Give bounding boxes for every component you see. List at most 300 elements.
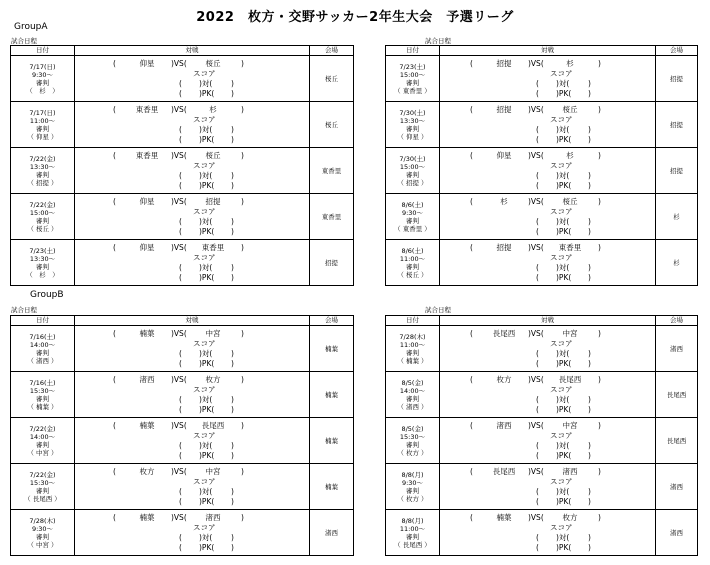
team-b: 枚方 xyxy=(562,512,578,522)
match-row xyxy=(386,148,698,194)
referee-label: 審判 xyxy=(406,78,419,87)
taisen-label: )対( xyxy=(199,262,213,272)
score-line xyxy=(75,115,309,125)
match-date: 8/5(金) xyxy=(401,424,424,433)
matchup-line xyxy=(440,421,655,431)
referee-label: 審判 xyxy=(406,124,419,133)
close-paren: ) xyxy=(231,78,234,88)
taisen-line xyxy=(75,395,309,405)
pk-line xyxy=(75,273,309,283)
referee-label: 審判 xyxy=(406,262,419,271)
match-row xyxy=(11,418,354,464)
close-paren: ) xyxy=(598,58,601,68)
referee-label: 審判 xyxy=(36,532,49,541)
team-a: 渚西 xyxy=(139,374,155,384)
score-line xyxy=(75,161,309,171)
open-paren: ( xyxy=(113,328,116,338)
schedule-table-a2 xyxy=(385,45,698,286)
pk-line xyxy=(440,497,655,507)
match-date: 8/8(月) xyxy=(401,516,424,525)
taisen-line xyxy=(75,263,309,273)
close-paren: ) xyxy=(588,358,591,368)
match-cell xyxy=(440,56,656,102)
match-row xyxy=(386,240,698,286)
open-paren: ( xyxy=(113,374,116,384)
team-a: 仰星 xyxy=(139,58,155,68)
schedule-caption-a1: 試合日程 xyxy=(11,37,37,45)
match-date-cell xyxy=(11,464,75,510)
score-label: スコア xyxy=(193,384,216,394)
score-line xyxy=(75,339,309,349)
open-paren: ( xyxy=(536,262,539,272)
score-line xyxy=(440,115,655,125)
close-paren: ) xyxy=(588,134,591,144)
score-label: スコア xyxy=(550,160,573,170)
open-paren: ( xyxy=(536,88,539,98)
pk-line xyxy=(440,89,655,99)
match-venue: 楠葉 xyxy=(310,326,354,372)
match-date-cell xyxy=(11,194,75,240)
team-b: 渚西 xyxy=(205,512,221,522)
vs-label: )VS( xyxy=(171,374,187,384)
match-date: 7/16(土) xyxy=(29,378,56,387)
close-paren: ) xyxy=(588,450,591,460)
pk-label: )PK( xyxy=(199,88,215,98)
taisen-line xyxy=(440,349,655,359)
open-paren: ( xyxy=(470,58,473,68)
open-paren: ( xyxy=(179,226,182,236)
header-row xyxy=(11,316,354,326)
close-paren: ) xyxy=(241,374,244,384)
match-row xyxy=(11,464,354,510)
pk-line xyxy=(440,451,655,461)
matchup-line xyxy=(75,375,309,385)
score-line xyxy=(75,69,309,79)
team-b: 杉 xyxy=(566,58,574,68)
open-paren: ( xyxy=(113,466,116,476)
match-venue: 東香里 xyxy=(310,194,354,240)
close-paren: ) xyxy=(241,328,244,338)
team-a: 東香里 xyxy=(135,104,159,114)
open-paren: ( xyxy=(536,542,539,552)
open-paren: ( xyxy=(179,450,182,460)
close-paren: ) xyxy=(241,466,244,476)
taisen-line xyxy=(75,487,309,497)
taisen-line xyxy=(440,125,655,135)
match-row xyxy=(11,372,354,418)
date-header: 日付 xyxy=(11,46,75,56)
open-paren: ( xyxy=(179,88,182,98)
match-cell xyxy=(440,102,656,148)
pk-label: )PK( xyxy=(556,404,572,414)
pk-line xyxy=(440,181,655,191)
open-paren: ( xyxy=(536,180,539,190)
taisen-line xyxy=(440,171,655,181)
match-time: 9:30～ xyxy=(31,70,54,79)
close-paren: ) xyxy=(241,104,244,114)
close-paren: ) xyxy=(588,404,591,414)
date-header: 日付 xyxy=(386,46,440,56)
match-time: 14:00～ xyxy=(29,340,56,349)
match-row xyxy=(386,194,698,240)
open-paren: ( xyxy=(179,542,182,552)
pk-line xyxy=(75,89,309,99)
referee-team: （ 招提 ） xyxy=(397,178,428,187)
match-venue: 杉 xyxy=(656,194,698,240)
match-time: 13:30～ xyxy=(399,116,426,125)
team-a: 仰星 xyxy=(496,150,512,160)
close-paren: ) xyxy=(588,348,591,358)
team-a: 枚方 xyxy=(496,374,512,384)
match-row xyxy=(386,418,698,464)
open-paren: ( xyxy=(536,440,539,450)
score-label: スコア xyxy=(550,522,573,532)
referee-team: （ 枚方 ） xyxy=(397,448,428,457)
team-a: 長尾西 xyxy=(492,328,516,338)
close-paren: ) xyxy=(588,496,591,506)
close-paren: ) xyxy=(588,394,591,404)
match-cell xyxy=(75,148,310,194)
open-paren: ( xyxy=(179,394,182,404)
taisen-label: )対( xyxy=(199,216,213,226)
header-row xyxy=(386,46,698,56)
open-paren: ( xyxy=(113,512,116,522)
referee-label: 審判 xyxy=(36,348,49,357)
match-row xyxy=(386,464,698,510)
pk-label: )PK( xyxy=(199,450,215,460)
open-paren: ( xyxy=(470,104,473,114)
team-a: 楠葉 xyxy=(496,512,512,522)
close-paren: ) xyxy=(241,242,244,252)
referee-team: （ 仰星 ） xyxy=(27,132,58,141)
match-venue: 楠葉 xyxy=(310,464,354,510)
open-paren: ( xyxy=(536,450,539,460)
matchup-line xyxy=(440,375,655,385)
match-time: 15:30～ xyxy=(29,478,56,487)
close-paren: ) xyxy=(598,420,601,430)
close-paren: ) xyxy=(231,262,234,272)
pk-line xyxy=(440,273,655,283)
match-row xyxy=(11,148,354,194)
taisen-label: )対( xyxy=(199,440,213,450)
pk-line xyxy=(75,181,309,191)
pk-line xyxy=(75,135,309,145)
match-cell xyxy=(75,194,310,240)
close-paren: ) xyxy=(231,440,234,450)
matchup-line xyxy=(75,105,309,115)
match-cell xyxy=(440,372,656,418)
close-paren: ) xyxy=(231,216,234,226)
close-paren: ) xyxy=(231,180,234,190)
team-a: 杉 xyxy=(500,196,508,206)
match-time: 11:00～ xyxy=(29,116,56,125)
score-label: スコア xyxy=(193,476,216,486)
score-line xyxy=(440,161,655,171)
venue-header: 会場 xyxy=(310,46,354,56)
close-paren: ) xyxy=(241,150,244,160)
open-paren: ( xyxy=(536,170,539,180)
vs-label: )VS( xyxy=(171,58,187,68)
taisen-label: )対( xyxy=(199,486,213,496)
match-date-cell xyxy=(386,464,440,510)
taisen-label: )対( xyxy=(556,216,570,226)
score-label: スコア xyxy=(550,338,573,348)
match-time: 14:00～ xyxy=(399,386,426,395)
match-date: 7/22(金) xyxy=(29,200,56,209)
vs-label: )VS( xyxy=(528,512,544,522)
close-paren: ) xyxy=(598,104,601,114)
team-a: 枚方 xyxy=(139,466,155,476)
match-venue: 招提 xyxy=(656,148,698,194)
match-venue: 渚西 xyxy=(656,326,698,372)
open-paren: ( xyxy=(536,124,539,134)
matchup-line xyxy=(440,513,655,523)
score-line xyxy=(75,385,309,395)
open-paren: ( xyxy=(536,272,539,282)
open-paren: ( xyxy=(470,196,473,206)
team-b: 長尾西 xyxy=(201,420,225,430)
match-date-cell xyxy=(386,148,440,194)
open-paren: ( xyxy=(179,486,182,496)
venue-header: 会場 xyxy=(656,316,698,326)
open-paren: ( xyxy=(113,420,116,430)
pk-label: )PK( xyxy=(556,358,572,368)
close-paren: ) xyxy=(231,450,234,460)
close-paren: ) xyxy=(588,170,591,180)
score-line xyxy=(75,431,309,441)
match-venue: 渚西 xyxy=(656,510,698,556)
score-line xyxy=(440,385,655,395)
close-paren: ) xyxy=(231,358,234,368)
referee-team: （ 楠葉 ） xyxy=(27,402,58,411)
referee-label: 審判 xyxy=(36,262,49,271)
open-paren: ( xyxy=(179,262,182,272)
close-paren: ) xyxy=(231,486,234,496)
team-b: 桜丘 xyxy=(205,58,221,68)
taisen-label: )対( xyxy=(556,532,570,542)
open-paren: ( xyxy=(179,78,182,88)
match-venue: 長尾西 xyxy=(656,372,698,418)
vs-label: )VS( xyxy=(528,58,544,68)
matchup-line xyxy=(75,243,309,253)
match-date: 7/23(土) xyxy=(399,62,426,71)
close-paren: ) xyxy=(588,532,591,542)
match-date: 7/23(土) xyxy=(29,246,56,255)
open-paren: ( xyxy=(113,58,116,68)
referee-team: （ 招提 ） xyxy=(27,178,58,187)
referee-team: （ 長尾西 ） xyxy=(394,540,431,549)
match-date-cell xyxy=(386,372,440,418)
match-date-cell xyxy=(11,240,75,286)
open-paren: ( xyxy=(470,420,473,430)
match-date: 8/6(土) xyxy=(401,246,424,255)
close-paren: ) xyxy=(598,242,601,252)
venue-header: 会場 xyxy=(310,316,354,326)
score-label: スコア xyxy=(550,206,573,216)
match-row xyxy=(11,510,354,556)
score-label: スコア xyxy=(193,430,216,440)
close-paren: ) xyxy=(588,216,591,226)
taisen-label: )対( xyxy=(556,124,570,134)
taisen-line xyxy=(75,533,309,543)
match-date-cell xyxy=(386,326,440,372)
vs-label: )VS( xyxy=(171,196,187,206)
open-paren: ( xyxy=(470,512,473,522)
pk-label: )PK( xyxy=(199,272,215,282)
vs-label: )VS( xyxy=(171,328,187,338)
open-paren: ( xyxy=(113,242,116,252)
match-cell xyxy=(75,56,310,102)
match-row xyxy=(386,102,698,148)
open-paren: ( xyxy=(536,496,539,506)
team-b: 招提 xyxy=(205,196,221,206)
team-b: 渚西 xyxy=(562,466,578,476)
score-line xyxy=(440,69,655,79)
pk-label: )PK( xyxy=(556,496,572,506)
matchup-line xyxy=(440,329,655,339)
match-cell xyxy=(440,418,656,464)
score-label: スコア xyxy=(193,522,216,532)
team-b: 長尾西 xyxy=(558,374,582,384)
referee-team: （ 渚西 ） xyxy=(397,402,428,411)
schedule-caption-b1: 試合日程 xyxy=(11,306,37,314)
open-paren: ( xyxy=(536,216,539,226)
match-venue: 招提 xyxy=(656,102,698,148)
taisen-label: )対( xyxy=(199,394,213,404)
taisen-line xyxy=(75,217,309,227)
open-paren: ( xyxy=(536,358,539,368)
team-a: 楠葉 xyxy=(139,420,155,430)
open-paren: ( xyxy=(536,134,539,144)
team-b: 中宮 xyxy=(562,328,578,338)
matchup-line xyxy=(440,105,655,115)
close-paren: ) xyxy=(231,134,234,144)
match-date: 7/22(金) xyxy=(29,154,56,163)
close-paren: ) xyxy=(598,328,601,338)
match-cell xyxy=(75,326,310,372)
close-paren: ) xyxy=(231,394,234,404)
vs-label: )VS( xyxy=(171,466,187,476)
match-venue: 桜丘 xyxy=(310,102,354,148)
match-date-cell xyxy=(386,240,440,286)
match-date-cell xyxy=(11,56,75,102)
match-venue: 長尾西 xyxy=(656,418,698,464)
match-time: 11:00～ xyxy=(399,524,426,533)
referee-label: 審判 xyxy=(406,170,419,179)
match-row xyxy=(11,240,354,286)
pk-line xyxy=(440,135,655,145)
match-cell xyxy=(440,510,656,556)
match-time: 15:30～ xyxy=(399,432,426,441)
pk-line xyxy=(75,451,309,461)
score-label: スコア xyxy=(193,114,216,124)
taisen-line xyxy=(440,263,655,273)
team-b: 杉 xyxy=(566,150,574,160)
match-time: 9:30～ xyxy=(31,524,54,533)
close-paren: ) xyxy=(588,124,591,134)
taisen-line xyxy=(440,487,655,497)
score-label: スコア xyxy=(550,252,573,262)
pk-label: )PK( xyxy=(199,226,215,236)
open-paren: ( xyxy=(536,404,539,414)
matchup-line xyxy=(75,151,309,161)
pk-label: )PK( xyxy=(556,450,572,460)
referee-label: 審判 xyxy=(36,170,49,179)
match-date: 7/28(木) xyxy=(29,516,56,525)
match-date-cell xyxy=(386,418,440,464)
match-venue: 招提 xyxy=(310,240,354,286)
match-date: 7/30(土) xyxy=(399,154,426,163)
close-paren: ) xyxy=(588,262,591,272)
match-date: 7/16(土) xyxy=(29,332,56,341)
referee-label: 審判 xyxy=(406,216,419,225)
pk-label: )PK( xyxy=(556,272,572,282)
match-cell xyxy=(440,148,656,194)
match-row xyxy=(386,326,698,372)
match-row xyxy=(11,56,354,102)
match-header: 対戦 xyxy=(75,46,310,56)
score-line xyxy=(75,477,309,487)
referee-label: 審判 xyxy=(36,394,49,403)
match-row xyxy=(386,372,698,418)
referee-label: 審判 xyxy=(36,124,49,133)
open-paren: ( xyxy=(179,348,182,358)
referee-team: （ 桜丘 ） xyxy=(397,270,428,279)
close-paren: ) xyxy=(588,440,591,450)
taisen-line xyxy=(75,79,309,89)
open-paren: ( xyxy=(179,404,182,414)
match-cell xyxy=(75,418,310,464)
referee-team: （ 仰星 ） xyxy=(397,132,428,141)
referee-team: （ 中宮 ） xyxy=(27,448,58,457)
venue-header: 会場 xyxy=(656,46,698,56)
taisen-label: )対( xyxy=(556,394,570,404)
close-paren: ) xyxy=(231,170,234,180)
taisen-label: )対( xyxy=(556,440,570,450)
taisen-label: )対( xyxy=(199,170,213,180)
referee-label: 審判 xyxy=(36,216,49,225)
match-time: 15:00～ xyxy=(29,208,56,217)
team-a: 長尾西 xyxy=(492,466,516,476)
close-paren: ) xyxy=(598,196,601,206)
match-date-cell xyxy=(11,510,75,556)
matchup-line xyxy=(440,467,655,477)
match-venue: 招提 xyxy=(656,56,698,102)
match-time: 14:00～ xyxy=(29,432,56,441)
match-time: 13:30～ xyxy=(29,162,56,171)
close-paren: ) xyxy=(588,542,591,552)
open-paren: ( xyxy=(536,226,539,236)
vs-label: )VS( xyxy=(171,104,187,114)
referee-label: 審判 xyxy=(36,486,49,495)
open-paren: ( xyxy=(536,486,539,496)
match-venue: 桜丘 xyxy=(310,56,354,102)
referee-team: （ 東香里 ） xyxy=(394,86,431,95)
open-paren: ( xyxy=(113,150,116,160)
pk-label: )PK( xyxy=(199,180,215,190)
close-paren: ) xyxy=(231,542,234,552)
taisen-label: )対( xyxy=(556,78,570,88)
match-time: 11:00～ xyxy=(399,340,426,349)
referee-team: （ 渚西 ） xyxy=(27,356,58,365)
score-line xyxy=(75,253,309,263)
vs-label: )VS( xyxy=(171,242,187,252)
open-paren: ( xyxy=(179,180,182,190)
match-venue: 杉 xyxy=(656,240,698,286)
matchup-line xyxy=(440,197,655,207)
match-cell xyxy=(440,464,656,510)
match-time: 13:30～ xyxy=(29,254,56,263)
